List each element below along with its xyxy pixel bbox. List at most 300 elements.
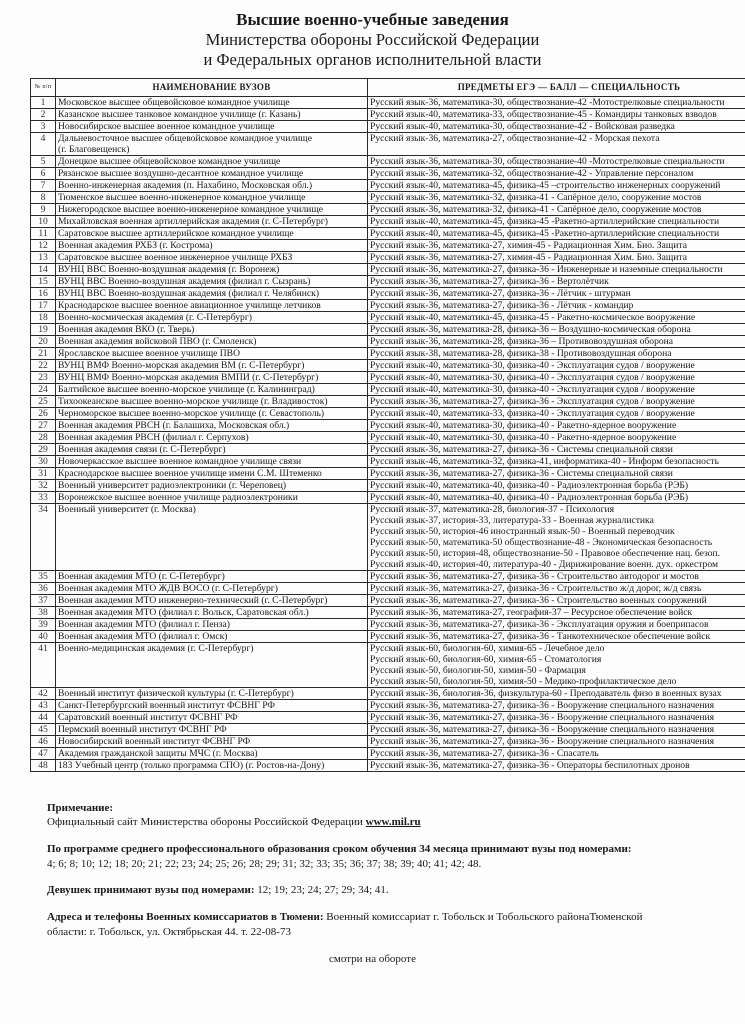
table-row xyxy=(31,760,745,772)
university-name-text: Саратовское высшее военное инженерное училище РХБЗ xyxy=(58,252,293,263)
row-number: 40 xyxy=(31,631,56,643)
university-name-text: Балтийское высшее военно-морское училище (г. Калининград) xyxy=(58,384,315,395)
row-number: 15 xyxy=(31,276,56,288)
university-name-text: Михайловская военная артиллерийская академия (г. С-Петербург) xyxy=(58,216,328,227)
university-name xyxy=(56,688,368,700)
table-row xyxy=(31,408,745,420)
row-number: 35 xyxy=(31,571,56,583)
subjects-line: Русский язык-36, биология-36, физкультура-60 - Преподаватель физо в военных вузах xyxy=(370,688,722,699)
row-number: 13 xyxy=(31,252,56,264)
university-name-text: Военная академия войсковой ПВО (г. Смоленск) xyxy=(58,336,257,347)
row-number: 28 xyxy=(31,432,56,444)
official-site-text: Официальный сайт Министерства обороны Российской Федерации xyxy=(47,816,366,828)
university-name-text: Московское высшее общевойсковое командное училище xyxy=(58,97,290,108)
row-number: 4 xyxy=(31,133,56,156)
subjects-line: Русский язык-40, математика-30, обществознание-42 - Войсковая разведка xyxy=(370,121,675,132)
university-name xyxy=(56,619,368,631)
university-name xyxy=(56,468,368,480)
university-name-text: Военная академия РВСН (г. Балашиха, Московская обл.) xyxy=(58,420,290,431)
university-name xyxy=(56,408,368,420)
subjects-cell xyxy=(368,456,745,468)
subjects-cell xyxy=(368,468,745,480)
university-name xyxy=(56,700,368,712)
university-name xyxy=(56,348,368,360)
address-line-1 xyxy=(47,911,642,923)
university-name-text: Военная академия МТО ЖДВ ВОСО (г. С-Петербург) xyxy=(58,583,278,594)
table-row xyxy=(31,504,745,571)
subjects-cell xyxy=(368,420,745,432)
row-number: 9 xyxy=(31,204,56,216)
table-row xyxy=(31,688,745,700)
subjects-line: Русский язык-36, математика-27, физика-36 - Строительство ж/д дорог, ж/д связь xyxy=(370,583,702,594)
subjects-cell xyxy=(368,724,745,736)
page-subtitle-federal: и Федеральных органов исполнительной власти xyxy=(203,50,542,69)
university-name-text: Военная академия РВСН (филиал г. Серпухов) xyxy=(58,432,249,443)
university-name xyxy=(56,228,368,240)
row-number: 30 xyxy=(31,456,56,468)
university-name xyxy=(56,168,368,180)
row-number: 45 xyxy=(31,724,56,736)
table-body xyxy=(31,97,745,772)
university-name xyxy=(56,504,368,571)
table-row xyxy=(31,712,745,724)
subjects-line: Русский язык-60, биология-60, химия-65 - Лечебное дело xyxy=(370,643,605,654)
subjects-cell xyxy=(368,168,745,180)
university-name xyxy=(56,396,368,408)
subjects-line: Русский язык-50, биология-50, химия-50 - Фармация xyxy=(370,665,586,676)
row-number: 11 xyxy=(31,228,56,240)
subjects-cell xyxy=(368,109,745,121)
subjects-cell xyxy=(368,583,745,595)
row-number: 44 xyxy=(31,712,56,724)
subjects-line: Русский язык-36, математика-27, география-37 – Ресурсное обеспечение войск xyxy=(370,607,693,618)
university-name xyxy=(56,595,368,607)
university-name-text: Военный институт физической культуры (г. С-Петербург) xyxy=(58,688,294,699)
table-row xyxy=(31,595,745,607)
see-back-note: смотри на обороте xyxy=(329,953,416,965)
subjects-cell xyxy=(368,240,745,252)
row-number: 29 xyxy=(31,444,56,456)
universities-table xyxy=(30,78,745,772)
university-name-text: ВУНЦ ВВС Военно-воздушная академия (г. Воронеж) xyxy=(58,264,280,275)
subjects-line: Русский язык-36, математика-27, физика-36 - Эксплуатация судов / вооружение xyxy=(370,396,695,407)
university-name-text: Казанское высшее танковое командное училище (г. Казань) xyxy=(58,109,301,120)
row-number: 27 xyxy=(31,420,56,432)
subjects-line: Русский язык-36, математика-27, физика-36 - Вооружение специального назначения xyxy=(370,724,715,735)
university-name-text: Военная академия МТО (филиал г. Омск) xyxy=(58,631,228,642)
subjects-line: Русский язык-36, математика-28, физика-36 – Противовоздушная оборона xyxy=(370,336,674,347)
university-name-text: Военный университет (г. Москва) xyxy=(58,504,196,515)
row-number: 48 xyxy=(31,760,56,772)
row-number: 5 xyxy=(31,156,56,168)
table-row xyxy=(31,583,745,595)
table-row xyxy=(31,736,745,748)
university-name xyxy=(56,360,368,372)
row-number: 38 xyxy=(31,607,56,619)
row-number: 2 xyxy=(31,109,56,121)
university-name-text: Военный университет радиоэлектроники (г. Череповец) xyxy=(58,480,287,491)
official-site-line xyxy=(47,816,421,828)
subjects-line: Русский язык-36, математика-27, физика-36 - Вооружение специального назначения xyxy=(370,700,715,711)
subjects-cell xyxy=(368,688,745,700)
subjects-line: Русский язык-40, математика-45, физика-45 -Ракетно-артиллерийские специальности xyxy=(370,216,720,227)
row-number: 21 xyxy=(31,348,56,360)
subjects-cell xyxy=(368,396,745,408)
subjects-line: Русский язык-36, математика-27, химия-45 - Радиационная Хим. Био. Защита xyxy=(370,252,687,263)
table-row xyxy=(31,420,745,432)
university-name xyxy=(56,156,368,168)
subjects-cell xyxy=(368,432,745,444)
address-text-1: Военный комиссариат г. Тобольск и Тобольского районаТюменской xyxy=(326,911,643,923)
university-name xyxy=(56,724,368,736)
university-name xyxy=(56,384,368,396)
table-row xyxy=(31,168,745,180)
subjects-cell xyxy=(368,121,745,133)
subjects-line: Русский язык-36, математика-27, физика-36 - Лётчик - командир xyxy=(370,300,634,311)
university-name xyxy=(56,264,368,276)
subjects-line: Русский язык-37, история-33, литература-33 - Военная журналистика xyxy=(370,515,654,526)
subjects-line: Русский язык-50, биология-50, химия-50 - Медико-профилактическое дело xyxy=(370,676,677,687)
table-row xyxy=(31,192,745,204)
subjects-line: Русский язык-40, математика-30, физика-40 - Эксплуатация судов / вооружение xyxy=(370,360,695,371)
row-number: 24 xyxy=(31,384,56,396)
table-row xyxy=(31,360,745,372)
table-row xyxy=(31,619,745,631)
subjects-cell xyxy=(368,760,745,772)
table-row xyxy=(31,240,745,252)
subjects-cell xyxy=(368,133,745,156)
subjects-cell xyxy=(368,571,745,583)
table-row xyxy=(31,204,745,216)
university-name xyxy=(56,736,368,748)
row-number: 25 xyxy=(31,396,56,408)
table-row xyxy=(31,336,745,348)
university-name xyxy=(56,372,368,384)
table-row xyxy=(31,121,745,133)
table-row xyxy=(31,571,745,583)
table-row xyxy=(31,432,745,444)
row-number: 20 xyxy=(31,336,56,348)
table-row xyxy=(31,372,745,384)
table-row xyxy=(31,312,745,324)
subjects-cell xyxy=(368,204,745,216)
university-name-text-cont: (г. Благовещенск) xyxy=(58,144,130,155)
university-name xyxy=(56,180,368,192)
table-row xyxy=(31,180,745,192)
university-name xyxy=(56,324,368,336)
row-number: 19 xyxy=(31,324,56,336)
row-number: 22 xyxy=(31,360,56,372)
subjects-line: Русский язык-36, математика-30, обществознание-42 -Мотострелковые специальности xyxy=(370,97,725,108)
subjects-line: Русский язык-36, математика-30, обществознание-40 -Мотострелковые специальности xyxy=(370,156,725,167)
subjects-line: Русский язык-40, математика-45, физика-45 - Ракетно-космическое вооружение xyxy=(370,312,696,323)
subjects-cell xyxy=(368,276,745,288)
university-name xyxy=(56,712,368,724)
table-row xyxy=(31,396,745,408)
subjects-line: Русский язык-40, математика-45, физика-45 –строительство инженерных сооружений xyxy=(370,180,721,191)
subjects-line: Русский язык-36, математика-28, физика-36 – Воздушно-космическая оборона xyxy=(370,324,691,335)
university-name-text: Пермский военный институт ФСВНГ РФ xyxy=(58,724,227,735)
table-row xyxy=(31,276,745,288)
note-label: Примечание: xyxy=(47,802,114,814)
university-name-text: Военная академия МТО (филиал г. Пенза) xyxy=(58,619,230,630)
row-number: 26 xyxy=(31,408,56,420)
subjects-cell xyxy=(368,216,745,228)
table-row xyxy=(31,700,745,712)
column-header-number: № п/п xyxy=(31,79,56,97)
university-name xyxy=(56,444,368,456)
university-name-text: Новосибирское высшее военное командное училище xyxy=(58,121,275,132)
university-name xyxy=(56,121,368,133)
university-name-text: Военно-космическая академия (г. С-Петербург) xyxy=(58,312,252,323)
university-name xyxy=(56,97,368,109)
university-name xyxy=(56,583,368,595)
university-name-text: Новосибирский военный институт ФСВНГ РФ xyxy=(58,736,251,747)
table-row xyxy=(31,492,745,504)
row-number: 42 xyxy=(31,688,56,700)
page-subtitle-ministry: Министерства обороны Российской Федерации xyxy=(205,30,540,49)
subjects-line: Русский язык-36, математика-27, физика-36 - Операторы беспилотных дронов xyxy=(370,760,690,771)
subjects-cell xyxy=(368,156,745,168)
university-name xyxy=(56,252,368,264)
university-name-text: Краснодарское высшее военное училище имени С.М. Штеменко xyxy=(58,468,322,479)
row-number: 36 xyxy=(31,583,56,595)
page-title: Высшие военно-учебные заведения xyxy=(236,10,509,29)
subjects-line: Русский язык-40, математика-30, физика-40 - Ракетно-ядерное вооружение xyxy=(370,432,677,443)
university-name xyxy=(56,571,368,583)
row-number: 32 xyxy=(31,480,56,492)
university-name xyxy=(56,240,368,252)
university-name-text: Тюменское высшее военно-инженерное командное училище xyxy=(58,192,306,203)
spo-label: По программе среднего профессионального образования сроком обучения 34 месяца принимают вузы под номерами: xyxy=(47,843,632,855)
subjects-cell xyxy=(368,700,745,712)
subjects-line: Русский язык-36, математика-27, физика-36 - Вертолётчик xyxy=(370,276,609,287)
university-name xyxy=(56,480,368,492)
note-heading xyxy=(47,802,113,814)
university-name xyxy=(56,216,368,228)
subjects-line: Русский язык-40, математика-30, физика-40 - Эксплуатация судов / вооружение xyxy=(370,372,695,383)
subjects-line: Русский язык-40, математика-40, физика-40 - Радиоэлектронная борьба (РЭБ) xyxy=(370,492,689,503)
university-name-text: Краснодарское высшее военное авиационное училище летчиков xyxy=(58,300,321,311)
subjects-line: Русский язык-36, математика-27, физика-36 - Строительство автодорог и мостов xyxy=(370,571,699,582)
university-name-text: Рязанское высшее воздушно-десантное командное училище xyxy=(58,168,304,179)
university-name xyxy=(56,420,368,432)
table-row xyxy=(31,724,745,736)
subjects-cell xyxy=(368,252,745,264)
subjects-line: Русский язык-36, математика-32, обществознание-42 - Управление персоналом xyxy=(370,168,694,179)
row-number: 46 xyxy=(31,736,56,748)
subjects-line: Русский язык-40, математика-40, физика-40 - Радиоэлектронная борьба (РЭБ) xyxy=(370,480,689,491)
subjects-cell xyxy=(368,192,745,204)
table-row xyxy=(31,97,745,109)
table-row xyxy=(31,480,745,492)
university-name xyxy=(56,192,368,204)
subjects-line: Русский язык-36, математика-32, физика-41 - Сапёрное дело, сооружение мостов xyxy=(370,192,702,203)
row-number: 31 xyxy=(31,468,56,480)
row-number: 33 xyxy=(31,492,56,504)
university-name-text: 183 Учебный центр (только программа СПО) (г. Ростов-на-Дону) xyxy=(58,760,325,771)
row-number: 17 xyxy=(31,300,56,312)
university-name-text: ВУНЦ ВВС Военно-воздушная академия (филиал г. Челябинск) xyxy=(58,288,320,299)
subjects-cell xyxy=(368,336,745,348)
subjects-cell xyxy=(368,492,745,504)
subjects-line: Русский язык-36, математика-27, физика-36 - Лётчик - штурман xyxy=(370,288,631,299)
subjects-line: Русский язык-40, математика-30, физика-40 - Эксплуатация судов / вооружение xyxy=(370,384,695,395)
row-number: 47 xyxy=(31,748,56,760)
row-number: 14 xyxy=(31,264,56,276)
subjects-cell xyxy=(368,748,745,760)
subjects-line: Русский язык-50, история-48, обществознание-50 - Правовое обеспечение нац. безоп. xyxy=(370,548,721,559)
subjects-cell xyxy=(368,384,745,396)
subjects-cell xyxy=(368,228,745,240)
university-name-text: ВУНЦ ВМФ Военно-морская академия ВМПИ (г. С-Петербург) xyxy=(58,372,319,383)
subjects-line: Русский язык-36, математика-27, физика-36 - Эксплуатация оружия и боеприпасов xyxy=(370,619,709,630)
row-number: 8 xyxy=(31,192,56,204)
table-row xyxy=(31,607,745,619)
university-name xyxy=(56,109,368,121)
subjects-cell xyxy=(368,607,745,619)
university-name xyxy=(56,607,368,619)
university-name xyxy=(56,748,368,760)
row-number: 41 xyxy=(31,643,56,688)
spo-heading xyxy=(47,843,631,855)
university-name-text: Саратовское высшее артиллерийское командное училище xyxy=(58,228,294,239)
university-name-text: Санкт-Петербургский военный институт ФСВНГ РФ xyxy=(58,700,275,711)
table-row xyxy=(31,216,745,228)
row-number: 39 xyxy=(31,619,56,631)
subjects-cell xyxy=(368,312,745,324)
subjects-cell xyxy=(368,736,745,748)
subjects-line: Русский язык-46, математика-32, физика-41, информатика-40 - Информ безопасность xyxy=(370,456,720,467)
row-number: 23 xyxy=(31,372,56,384)
subjects-line: Русский язык-36, математика-27, физика-36 - Инженерные и наземные специальности xyxy=(370,264,723,275)
row-number: 37 xyxy=(31,595,56,607)
subjects-cell xyxy=(368,372,745,384)
subjects-cell xyxy=(368,324,745,336)
subjects-cell xyxy=(368,643,745,688)
official-site-link[interactable]: www.mil.ru xyxy=(365,816,421,828)
table-row xyxy=(31,444,745,456)
subjects-line: Русский язык-36, математика-27, физика-36 - Танкотехническое обеспечение войск xyxy=(370,631,711,642)
subjects-line: Русский язык-60, биология-60, химия-65 - Стоматология xyxy=(370,654,602,665)
university-name xyxy=(56,276,368,288)
subjects-line: Русский язык-40, математика-33, физика-40 - Эксплуатация судов / вооружение xyxy=(370,408,695,419)
table-row xyxy=(31,631,745,643)
row-number: 10 xyxy=(31,216,56,228)
row-number: 43 xyxy=(31,700,56,712)
university-name xyxy=(56,631,368,643)
table-row xyxy=(31,264,745,276)
university-name xyxy=(56,300,368,312)
row-number: 16 xyxy=(31,288,56,300)
university-name-text: Донецкое высшее общевойсковое командное училище xyxy=(58,156,281,167)
row-number: 1 xyxy=(31,97,56,109)
subjects-cell xyxy=(368,631,745,643)
subjects-line: Русский язык-36, математика-27, физика-36 - Спасатель xyxy=(370,748,599,759)
university-name-text: Военная академия РХБЗ (г. Кострома) xyxy=(58,240,213,251)
table-row xyxy=(31,384,745,396)
university-name xyxy=(56,643,368,688)
subjects-line: Русский язык-40, математика-30, физика-40 - Ракетно-ядерное вооружение xyxy=(370,420,677,431)
university-name-text: ВУНЦ ВМФ Военно-морская академия ВМ (г. С-Петербург) xyxy=(58,360,305,371)
university-name-text: Черноморское высшее военно-морское училище (г. Севастополь) xyxy=(58,408,325,419)
table-row xyxy=(31,748,745,760)
university-name-text: Военная академия МТО (филиал г. Вольск, Саратовская обл.) xyxy=(58,607,309,618)
subjects-cell xyxy=(368,595,745,607)
university-name-text: ВУНЦ ВВС Военно-воздушная академия (филиал г. Сызрань) xyxy=(58,276,311,287)
university-name-text: Академия гражданской защиты МЧС (г. Москва) xyxy=(58,748,258,759)
row-number: 7 xyxy=(31,180,56,192)
subjects-line: Русский язык-36, математика-27, физика-36 - Вооружение специального назначения xyxy=(370,712,715,723)
subjects-cell xyxy=(368,288,745,300)
spo-numbers: 4; 6; 8; 10; 12; 18; 20; 21; 22; 23; 24; 25; 26; 28; 29; 31; 32; 33; 35; 36; 37; 38; 39; 40; 41; 42; 48. xyxy=(47,858,482,870)
university-name xyxy=(56,204,368,216)
subjects-cell xyxy=(368,264,745,276)
university-name-text: Тихоокеанское высшее военно-морское училище (г. Владивосток) xyxy=(58,396,328,407)
subjects-cell xyxy=(368,180,745,192)
row-number: 12 xyxy=(31,240,56,252)
table-row xyxy=(31,252,745,264)
girls-numbers: 12; 19; 23; 24; 27; 29; 34; 41. xyxy=(257,884,389,896)
subjects-cell xyxy=(368,504,745,571)
subjects-line: Русский язык-50, математика-50 обществознание-48 - Экономическая безопасность xyxy=(370,537,713,548)
subjects-line: Русский язык-36, математика-27, физика-36 - Вооружение специального назначения xyxy=(370,736,715,747)
subjects-line: Русский язык-36, математика-27, физика-36 - Системы специальной связи xyxy=(370,444,673,455)
university-name xyxy=(56,288,368,300)
address-label: Адреса и телефоны Военных комиссариатов в Тюмени: xyxy=(47,911,327,923)
table-row xyxy=(31,643,745,688)
table-row xyxy=(31,348,745,360)
subjects-cell xyxy=(368,360,745,372)
row-number: 3 xyxy=(31,121,56,133)
university-name-text: Новочеркасское высшее военное командное училище связи xyxy=(58,456,302,467)
subjects-line: Русский язык-36, математика-32, физика-41 - Сапёрное дело, сооружение мостов xyxy=(370,204,702,215)
subjects-line: Русский язык-36, математика-27, химия-45 - Радиационная Хим. Био. Защита xyxy=(370,240,687,251)
table-row xyxy=(31,288,745,300)
subjects-line: Русский язык-37, математика-28, биология-37 - Психология xyxy=(370,504,615,515)
university-name-text: Ярославское высшее военное училище ПВО xyxy=(58,348,241,359)
university-name xyxy=(56,492,368,504)
column-header-name: НАИМЕНОВАНИЕ ВУЗОВ xyxy=(56,79,368,97)
table-row xyxy=(31,133,745,156)
subjects-cell xyxy=(368,408,745,420)
table-row xyxy=(31,456,745,468)
university-name xyxy=(56,312,368,324)
university-name-text: Военная академия связи (г. С-Петербург) xyxy=(58,444,226,455)
subjects-cell xyxy=(368,444,745,456)
subjects-line: Русский язык-36, математика-27, обществознание-42 - Морская пехота xyxy=(370,133,660,144)
table-row xyxy=(31,468,745,480)
university-name-text: Военная академия МТО инженерно-технический (г. С-Петербург) xyxy=(58,595,328,606)
university-name-text: Воронежское высшее военное училище радиоэлектроники xyxy=(58,492,298,503)
subjects-cell xyxy=(368,712,745,724)
table-row xyxy=(31,324,745,336)
table-row xyxy=(31,300,745,312)
subjects-cell xyxy=(368,480,745,492)
girls-label: Девушек принимают вузы под номерами: xyxy=(47,884,258,896)
university-name-text: Военная академия МТО (г. С-Петербург) xyxy=(58,571,225,582)
subjects-line: Русский язык-50, история-46 иностранный язык-50 - Военный переводчик xyxy=(370,526,675,537)
row-number: 34 xyxy=(31,504,56,571)
subjects-line: Русский язык-40, математика-33, обществознание-45 - Командиры танковых взводов xyxy=(370,109,717,120)
university-name xyxy=(56,432,368,444)
table-row xyxy=(31,156,745,168)
subjects-cell xyxy=(368,348,745,360)
subjects-line: Русский язык-38, математика-28, физика-38 - Противовоздушная оборона xyxy=(370,348,672,359)
subjects-cell xyxy=(368,97,745,109)
subjects-line: Русский язык-36, математика-27, физика-36 - Системы специальной связи xyxy=(370,468,673,479)
subjects-cell xyxy=(368,619,745,631)
